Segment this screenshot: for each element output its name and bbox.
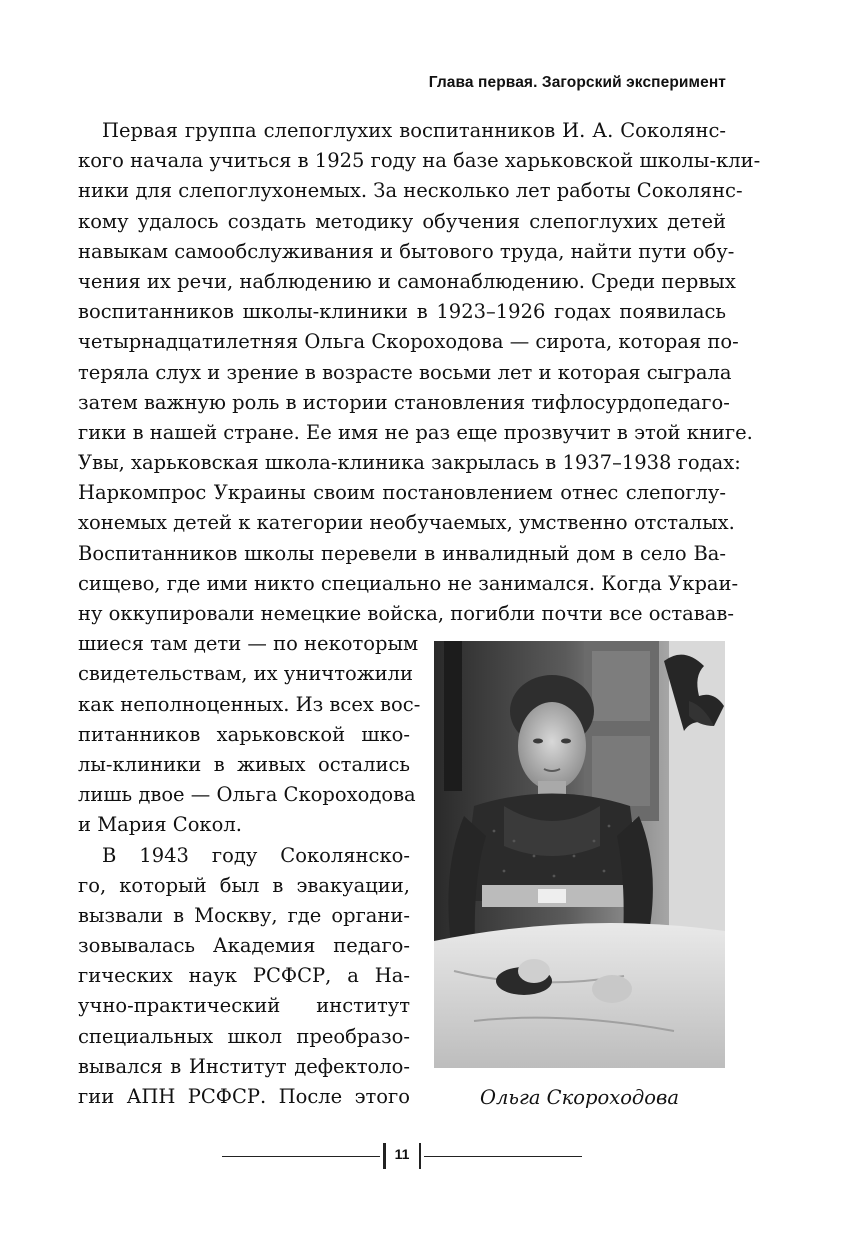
photo-olga-skorokhodova	[434, 641, 725, 1068]
text-line: затем важную роль в истории становления тифлосурдопедаго-	[78, 390, 730, 414]
text-line: навыкам самообслуживания и бытового труда, найти пути обу-	[78, 239, 735, 263]
text-line: Увы, харьковская школа-клиника закрылась в 1937–1938 годах:	[78, 451, 741, 475]
running-head: Глава первая. Загорский эксперимент	[428, 74, 726, 91]
paragraph-1	[78, 116, 761, 629]
text-line: го, который был в эвакуации,	[78, 873, 410, 897]
text-line: гии АПН РСФСР. После этого	[78, 1085, 410, 1108]
text-line: вывался в Институт дефектоло-	[78, 1054, 410, 1078]
text-line: и Мария Сокол.	[78, 813, 242, 837]
text-line: учно-практический институт	[78, 994, 410, 1018]
text-line: Первая группа слепоглухих воспитанников И. А. Соколянс-	[102, 119, 726, 142]
text-line: кому удалось создать методику обучения слепоглухих детей	[78, 209, 726, 233]
photo-caption: Ольга Скороходова	[479, 1086, 680, 1109]
footer-bar-right	[419, 1143, 422, 1169]
text-line: четырнадцатилетняя Ольга Скороходова — сирота, которая по-	[78, 330, 739, 354]
text-line: вызвали в Москву, где органи-	[78, 903, 410, 927]
text-line: чения их речи, наблюдению и самонаблюдению. Среди первых	[78, 269, 736, 293]
page-footer	[222, 1142, 582, 1172]
text-line: ники для слепоглухонемых. За несколько лет работы Соколянс-	[78, 179, 743, 203]
text-line: Наркомпрос Украины своим постановлением отнес слепоглу-	[78, 481, 726, 505]
text-line: гических наук РСФСР, а На-	[78, 964, 410, 988]
text-line: специальных школ преобразо-	[78, 1024, 410, 1048]
footer-rule-right	[424, 1156, 582, 1157]
page-number: 11	[394, 1146, 410, 1162]
text-line: лы-клиники в живых остались	[78, 752, 410, 776]
text-line: питанников харьковской шко-	[78, 722, 410, 746]
text-line: хонемых детей к категории необучаемых, умственно отсталых.	[78, 511, 735, 535]
text-line: ну оккупировали немецкие войска, погибли почти все оставав-	[78, 602, 734, 625]
text-line: гики в нашей стране. Ее имя не раз еще прозвучит в этой книге.	[78, 420, 753, 444]
text-line: лишь двое — Ольга Скороходова	[78, 783, 416, 807]
text-line: воспитанников школы-клиники в 1923–1926 годах появилась	[78, 300, 726, 324]
text-line: В 1943 году Соколянско-	[102, 843, 410, 867]
photo-image	[434, 641, 725, 1068]
text-line: сищево, где ими никто специально не занимался. Когда Украи-	[78, 571, 739, 595]
text-line: Воспитанников школы перевели в инвалидный дом в село Ва-	[78, 541, 726, 565]
footer-bar-left	[383, 1143, 386, 1169]
text-line: шиеся там дети — по некоторым	[78, 632, 419, 656]
text-line: теряла слух и зрение в возрасте восьми лет и которая сыграла	[78, 360, 732, 384]
text-line: кого начала учиться в 1925 году на базе харьковской школы-кли-	[78, 149, 761, 173]
footer-rule-left	[222, 1156, 380, 1157]
text-line: как неполноценных. Из всех вос-	[78, 692, 421, 716]
text-line: зовывалась Академия педаго-	[78, 934, 410, 958]
text-line: свидетельствам, их уничтожили	[78, 662, 414, 686]
